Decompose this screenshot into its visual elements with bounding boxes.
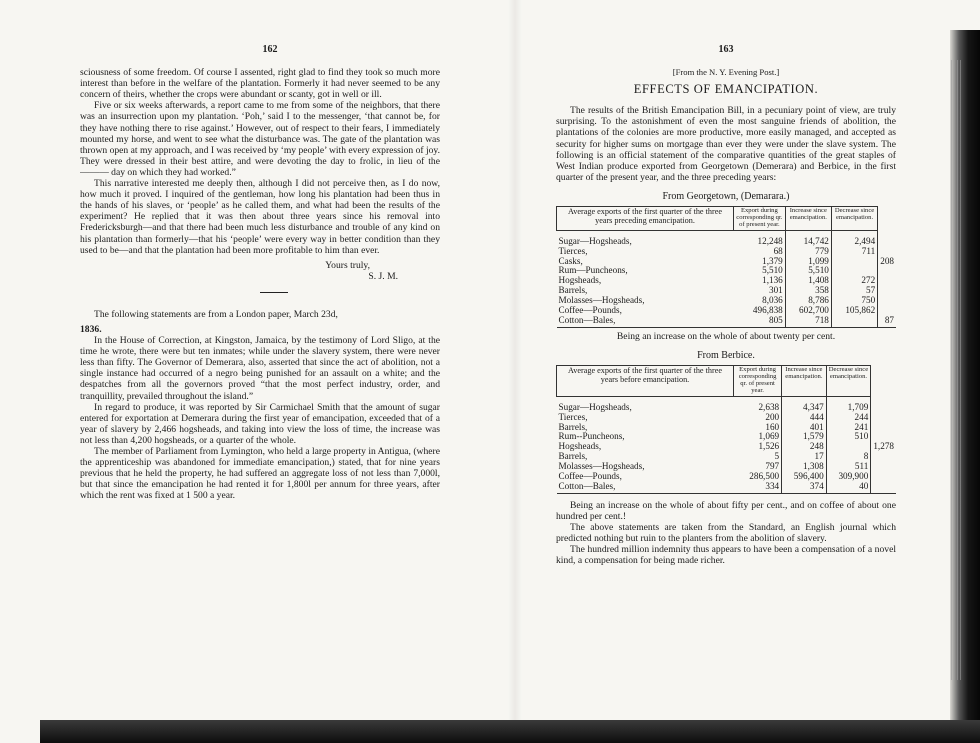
row-label: Sugar—Hogsheads,: [558, 235, 632, 246]
table-row: [557, 316, 897, 327]
source-line: [From the N. Y. Evening Post.]: [672, 67, 780, 78]
row-increase: 105,862: [831, 306, 877, 316]
row-label: Tierces,: [558, 411, 588, 422]
georgetown-header-average: Average exports of the first quarter of the three years preceding emancipation.: [557, 207, 734, 231]
row-present: 1,579: [782, 432, 827, 442]
row-decrease: 1,278: [873, 441, 894, 452]
table-row: [557, 442, 897, 452]
row-decrease: [878, 266, 896, 276]
row-average: 286,500: [734, 472, 782, 482]
row-label: Barrels,: [558, 421, 588, 432]
georgetown-note: Being an increase on the whole of about twenty per cent.: [616, 330, 836, 342]
row-present: 1,408: [785, 276, 831, 286]
scanner-bottom-shadow: [40, 720, 980, 743]
row-present: 17: [782, 452, 827, 462]
row-decrease: [878, 230, 896, 246]
row-label: Sugar—Hogsheads,: [558, 401, 632, 412]
row-label: Rum—Puncheons,: [558, 265, 628, 276]
row-label: Casks,: [558, 255, 583, 266]
table-row: [557, 266, 897, 276]
row-decrease: 208: [880, 255, 894, 266]
row-present: 444: [782, 413, 827, 423]
row-average: 2,638: [734, 396, 782, 412]
london-paper-year: 1836.: [80, 323, 102, 335]
row-average: 334: [734, 482, 782, 493]
row-present: 248: [782, 442, 827, 452]
row-increase: 8: [826, 452, 871, 462]
book-gutter: [508, 0, 522, 743]
row-decrease: [878, 286, 896, 296]
georgetown-title: From Georgetown, (Demarara.): [662, 190, 790, 202]
row-decrease: 87: [878, 316, 896, 327]
paragraph-insurrection: Five or six weeks afterwards, a report came to me from some of the neighbors, that there was an insurrection upon my plantation. ‘Poh,’ said I to the messenger, ‘that cannot be, for they have nothing there to rise against.’ However, out of respect to their fears, I immediately mounted my horse, and went to see what the disturbance was. The gate of the plantation was thrown open at my approach, and I was received by ‘my people’ with every expression of joy. They were dressed in their best attire, and were devoting the day to frolic, in lieu of the ——— day on which they had worked.”: [80, 100, 440, 178]
georgetown-header-present: Export during corresponding qr. of present year.: [734, 207, 786, 231]
row-average: 797: [734, 462, 782, 472]
table-row: [557, 413, 897, 423]
row-label: Tierces,: [558, 245, 588, 256]
georgetown-table-body: [557, 230, 897, 327]
row-label: Cotton—Bales,: [557, 316, 734, 327]
row-decrease: [871, 472, 896, 482]
row-increase: 309,900: [826, 472, 871, 482]
table-row: [557, 432, 897, 442]
paragraph-freedom: sciousness of some freedom. Of course I assented, right glad to find they took so much more interest than before in the welfare of the plantation. Formerly it had never seemed to be any concern of theirs, whether the crops were abundant or scanty, got in well or ill.: [80, 67, 440, 101]
georgetown-header-increase: Increase since emancipation.: [785, 207, 831, 231]
paragraph-antigua: The member of Parliament from Lymington, who held a large property in Antigua, (where the apprenticeship was abandoned for immediate emancipation,) stated, that for nine years previous that he held the property, he had suffered an aggregate loss of not less than 7,000l, but that since the emancipation he had rented it for 1,800l per annum for three years, after which the rent was fixed at 1 500 a year.: [80, 446, 440, 502]
section-divider: [260, 292, 288, 293]
row-increase: 40: [826, 482, 871, 493]
row-increase: 241: [826, 423, 871, 433]
row-present: 4,347: [782, 396, 827, 412]
row-average: 8,036: [734, 296, 786, 306]
letter-signature: S. J. M.: [368, 270, 398, 282]
row-decrease: [871, 452, 896, 462]
paragraph-narrative: This narrative interested me deeply then, although I did not perceive then, as I do now, how much it proved. I inquired of the gentleman, how long his plantation had been thus in the hands of his slaves, or ‘people’ as he called them, and what had been the results of the experiment? He replied that it was then about three years since his removal into Fredericksburgh—and that there had been much less disturbance and trouble of any kind on his plantation than formerly—that his ‘people’ were every way in better condition than they used to be—and that the plantation had been more profitable to him than ever.: [80, 178, 440, 256]
row-present: 1,308: [782, 462, 827, 472]
row-label: Cotton—Bales,: [557, 482, 734, 493]
row-average: 805: [734, 316, 786, 327]
row-increase: 711: [831, 247, 877, 257]
paragraph-sugar-produce: In regard to produce, it was reported by Sir Carmichael Smith that the amount of sugar entered for exportation at Demerara during the first year of emancipation, exceeded that of a year of slavery by 2,466 hogsheads, and taking into view the loss of time, the increase was not less than 4,200 hogsheads, or a quarter of the whole.: [80, 401, 440, 446]
paragraph-house-of-correction: In the House of Correction, at Kingston, Jamaica, by the testimony of Lord Sligo, at the time he wrote, there were but ten inmates; while under the slavery system, there were never less than fifty. The Governor of Demerara, also, asserted that since the act of abolition, not a single instance had occurred of a negro being punished for an assault on a white; and the despatches from all the governors proved “that the most perfect industry, order, and tranquillity, prevailed throughout the island.”: [80, 335, 440, 402]
row-present: 374: [782, 482, 827, 493]
row-average: 1,379: [734, 257, 786, 267]
row-average: 200: [734, 413, 782, 423]
table-row: [557, 247, 897, 257]
row-label: Hogsheads,: [558, 275, 602, 286]
article-heading: EFFECTS OF EMANCIPATION.: [633, 82, 819, 97]
paragraph-intro: The results of the British Emancipation Bill, in a pecuniary point of view, are truly surprising. To the astonishment of even the most sanguine friends of abolition, the plantations of the colonies are more productive, more easily managed, and accepted as security for higher sums on mortgage than ever they were under the slave system. The following is an official statement of the comparative quantities of the great staples of West Indian produce exported from Georgetown (Demerara) and Berbice, in the first quarter of the present year, and the three preceding years:: [556, 105, 896, 183]
row-present: 602,700: [785, 306, 831, 316]
row-label: Rum--Puncheons,: [558, 431, 625, 442]
row-increase: 57: [831, 286, 877, 296]
row-increase: 511: [826, 462, 871, 472]
left-page: [80, 44, 440, 699]
berbice-header-present: Export during corresponding qr. of present year.: [734, 366, 782, 397]
row-average: 5,510: [734, 266, 786, 276]
paragraph-standard: The above statements are taken from the Standard, an English journal which predicted nothing but ruin to the planters from the abolition of slavery.: [556, 522, 896, 545]
row-increase: 510: [826, 432, 871, 442]
table-row: [557, 276, 897, 286]
row-label: Coffee—Pounds,: [558, 305, 622, 316]
row-average: 301: [734, 286, 786, 296]
row-increase: [831, 316, 877, 327]
row-label: Barrels,: [558, 285, 588, 296]
london-paper-intro: The following statements are from a London paper, March 23d,: [94, 308, 338, 320]
row-present: 8,786: [785, 296, 831, 306]
berbice-title: From Berbice.: [697, 350, 755, 361]
row-decrease: [878, 276, 896, 286]
row-present: 358: [785, 286, 831, 296]
berbice-header-decrease: Decrease since emancipation.: [826, 366, 871, 397]
georgetown-table: [556, 206, 896, 328]
row-label: Hogsheads,: [558, 441, 602, 452]
row-increase: 244: [826, 413, 871, 423]
berbice-table-body: [557, 396, 897, 493]
berbice-table: [556, 365, 896, 494]
row-label: Coffee—Pounds,: [558, 471, 622, 482]
row-increase: 272: [831, 276, 877, 286]
row-present: 14,742: [785, 230, 831, 246]
row-present: 779: [785, 247, 831, 257]
row-average: 1,069: [734, 432, 782, 442]
row-increase: 2,494: [831, 230, 877, 246]
letter-closing: Yours truly,: [325, 259, 370, 271]
row-decrease: [871, 423, 896, 433]
row-present: 1,099: [785, 257, 831, 267]
left-page-number: 162: [262, 44, 278, 55]
row-present: 401: [782, 423, 827, 433]
row-average: 68: [734, 247, 786, 257]
row-present: 718: [785, 316, 831, 327]
berbice-header-increase: Increase since emancipation.: [782, 366, 827, 397]
table-row: [557, 396, 897, 412]
row-average: 160: [734, 423, 782, 433]
row-increase: 750: [831, 296, 877, 306]
row-decrease: [871, 482, 896, 493]
row-decrease: [871, 396, 896, 412]
row-average: 1,526: [734, 442, 782, 452]
table-row: [557, 482, 897, 493]
row-increase: [831, 257, 877, 267]
georgetown-header-decrease: Decrease since emancipation.: [831, 207, 877, 231]
paragraph-london-paper: [80, 309, 440, 320]
row-average: 496,838: [734, 306, 786, 316]
right-page-number: 163: [718, 44, 734, 55]
row-label: Molasses—Hogsheads,: [558, 295, 645, 306]
right-page: [556, 44, 896, 699]
row-label: Barrels,: [558, 451, 588, 462]
row-decrease: [871, 413, 896, 423]
row-decrease: [871, 462, 896, 472]
row-present: 5,510: [785, 266, 831, 276]
row-average: 5: [734, 452, 782, 462]
row-label: Molasses—Hogsheads,: [558, 461, 645, 472]
berbice-note: Being an increase on the whole of about fifty per cent., and on coffee of about one hundred per cent.!: [556, 499, 896, 522]
row-increase: 1,709: [826, 396, 871, 412]
paragraph-indemnity: The hundred million indemnity thus appears to have been a compensation of a novel kind, a compensation for being made richer.: [556, 544, 896, 567]
page-edges: [951, 60, 961, 680]
row-present: 596,400: [782, 472, 827, 482]
table-row: [557, 230, 897, 246]
row-average: 1,136: [734, 276, 786, 286]
row-decrease: [878, 296, 896, 306]
berbice-header-average: Average exports of the first quarter of the three years before emancipation.: [557, 366, 734, 397]
row-average: 12,248: [734, 230, 786, 246]
